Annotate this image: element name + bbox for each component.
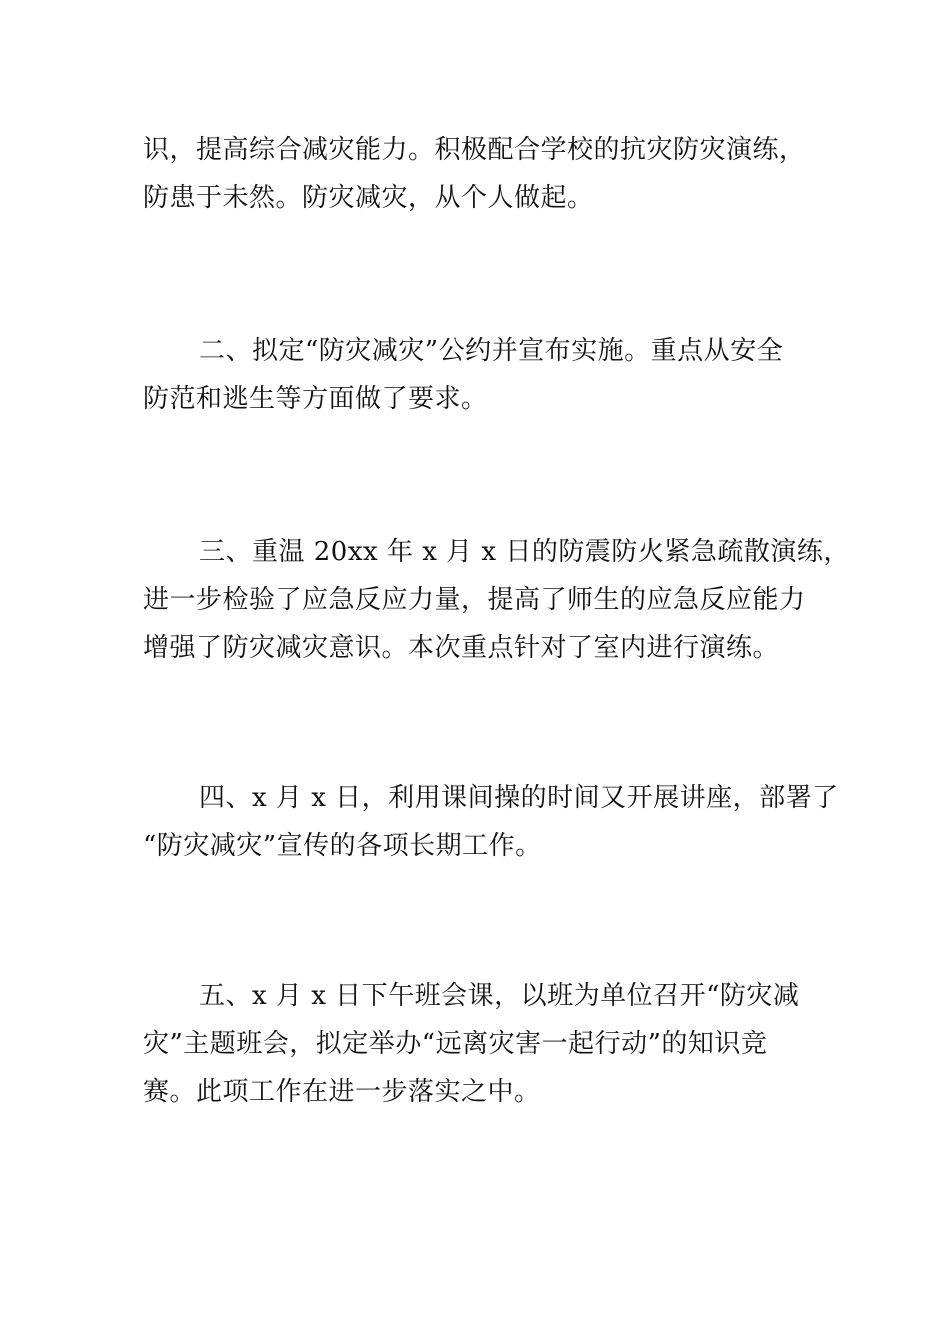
paragraph-item-3: [143, 528, 850, 672]
paragraph-continuation: [143, 126, 808, 222]
text-line: 防患于未然。防灾减灾，从个人做起。: [143, 183, 594, 213]
text-line: 识，提高综合减灾能力。积极配合学校的抗灾防灾演练，: [143, 135, 806, 165]
text-line: 三、重温 20xx 年 x 月 x 日的防震防火紧急疏散演练，: [199, 537, 850, 567]
text-line: 进一步检验了应急反应力量，提高了师生的应急反应能力: [143, 585, 806, 615]
text-line: 防范和逃生等方面做了要求。: [143, 384, 488, 414]
paragraph-item-5: [143, 972, 808, 1116]
text-line: “防灾减灾”宣传的各项长期工作。: [143, 831, 542, 861]
text-line: 四、x 月 x 日，利用课间操的时间又开展讲座，部署了: [199, 783, 839, 813]
text-line: 二、拟定“防灾减灾”公约并宣布实施。重点从安全: [199, 336, 784, 366]
paragraph-item-2: [143, 327, 808, 423]
text-line: 增强了防灾减灾意识。本次重点针对了室内进行演练。: [143, 633, 780, 663]
text-line: 五、x 月 x 日下午班会课，以班为单位召开“防灾减: [199, 981, 800, 1011]
paragraph-item-4: [143, 774, 839, 870]
text-line: 灾”主题班会，拟定举办“远离灾害一起行动”的知识竞: [143, 1029, 768, 1059]
text-line: 赛。此项工作在进一步落实之中。: [143, 1077, 541, 1107]
